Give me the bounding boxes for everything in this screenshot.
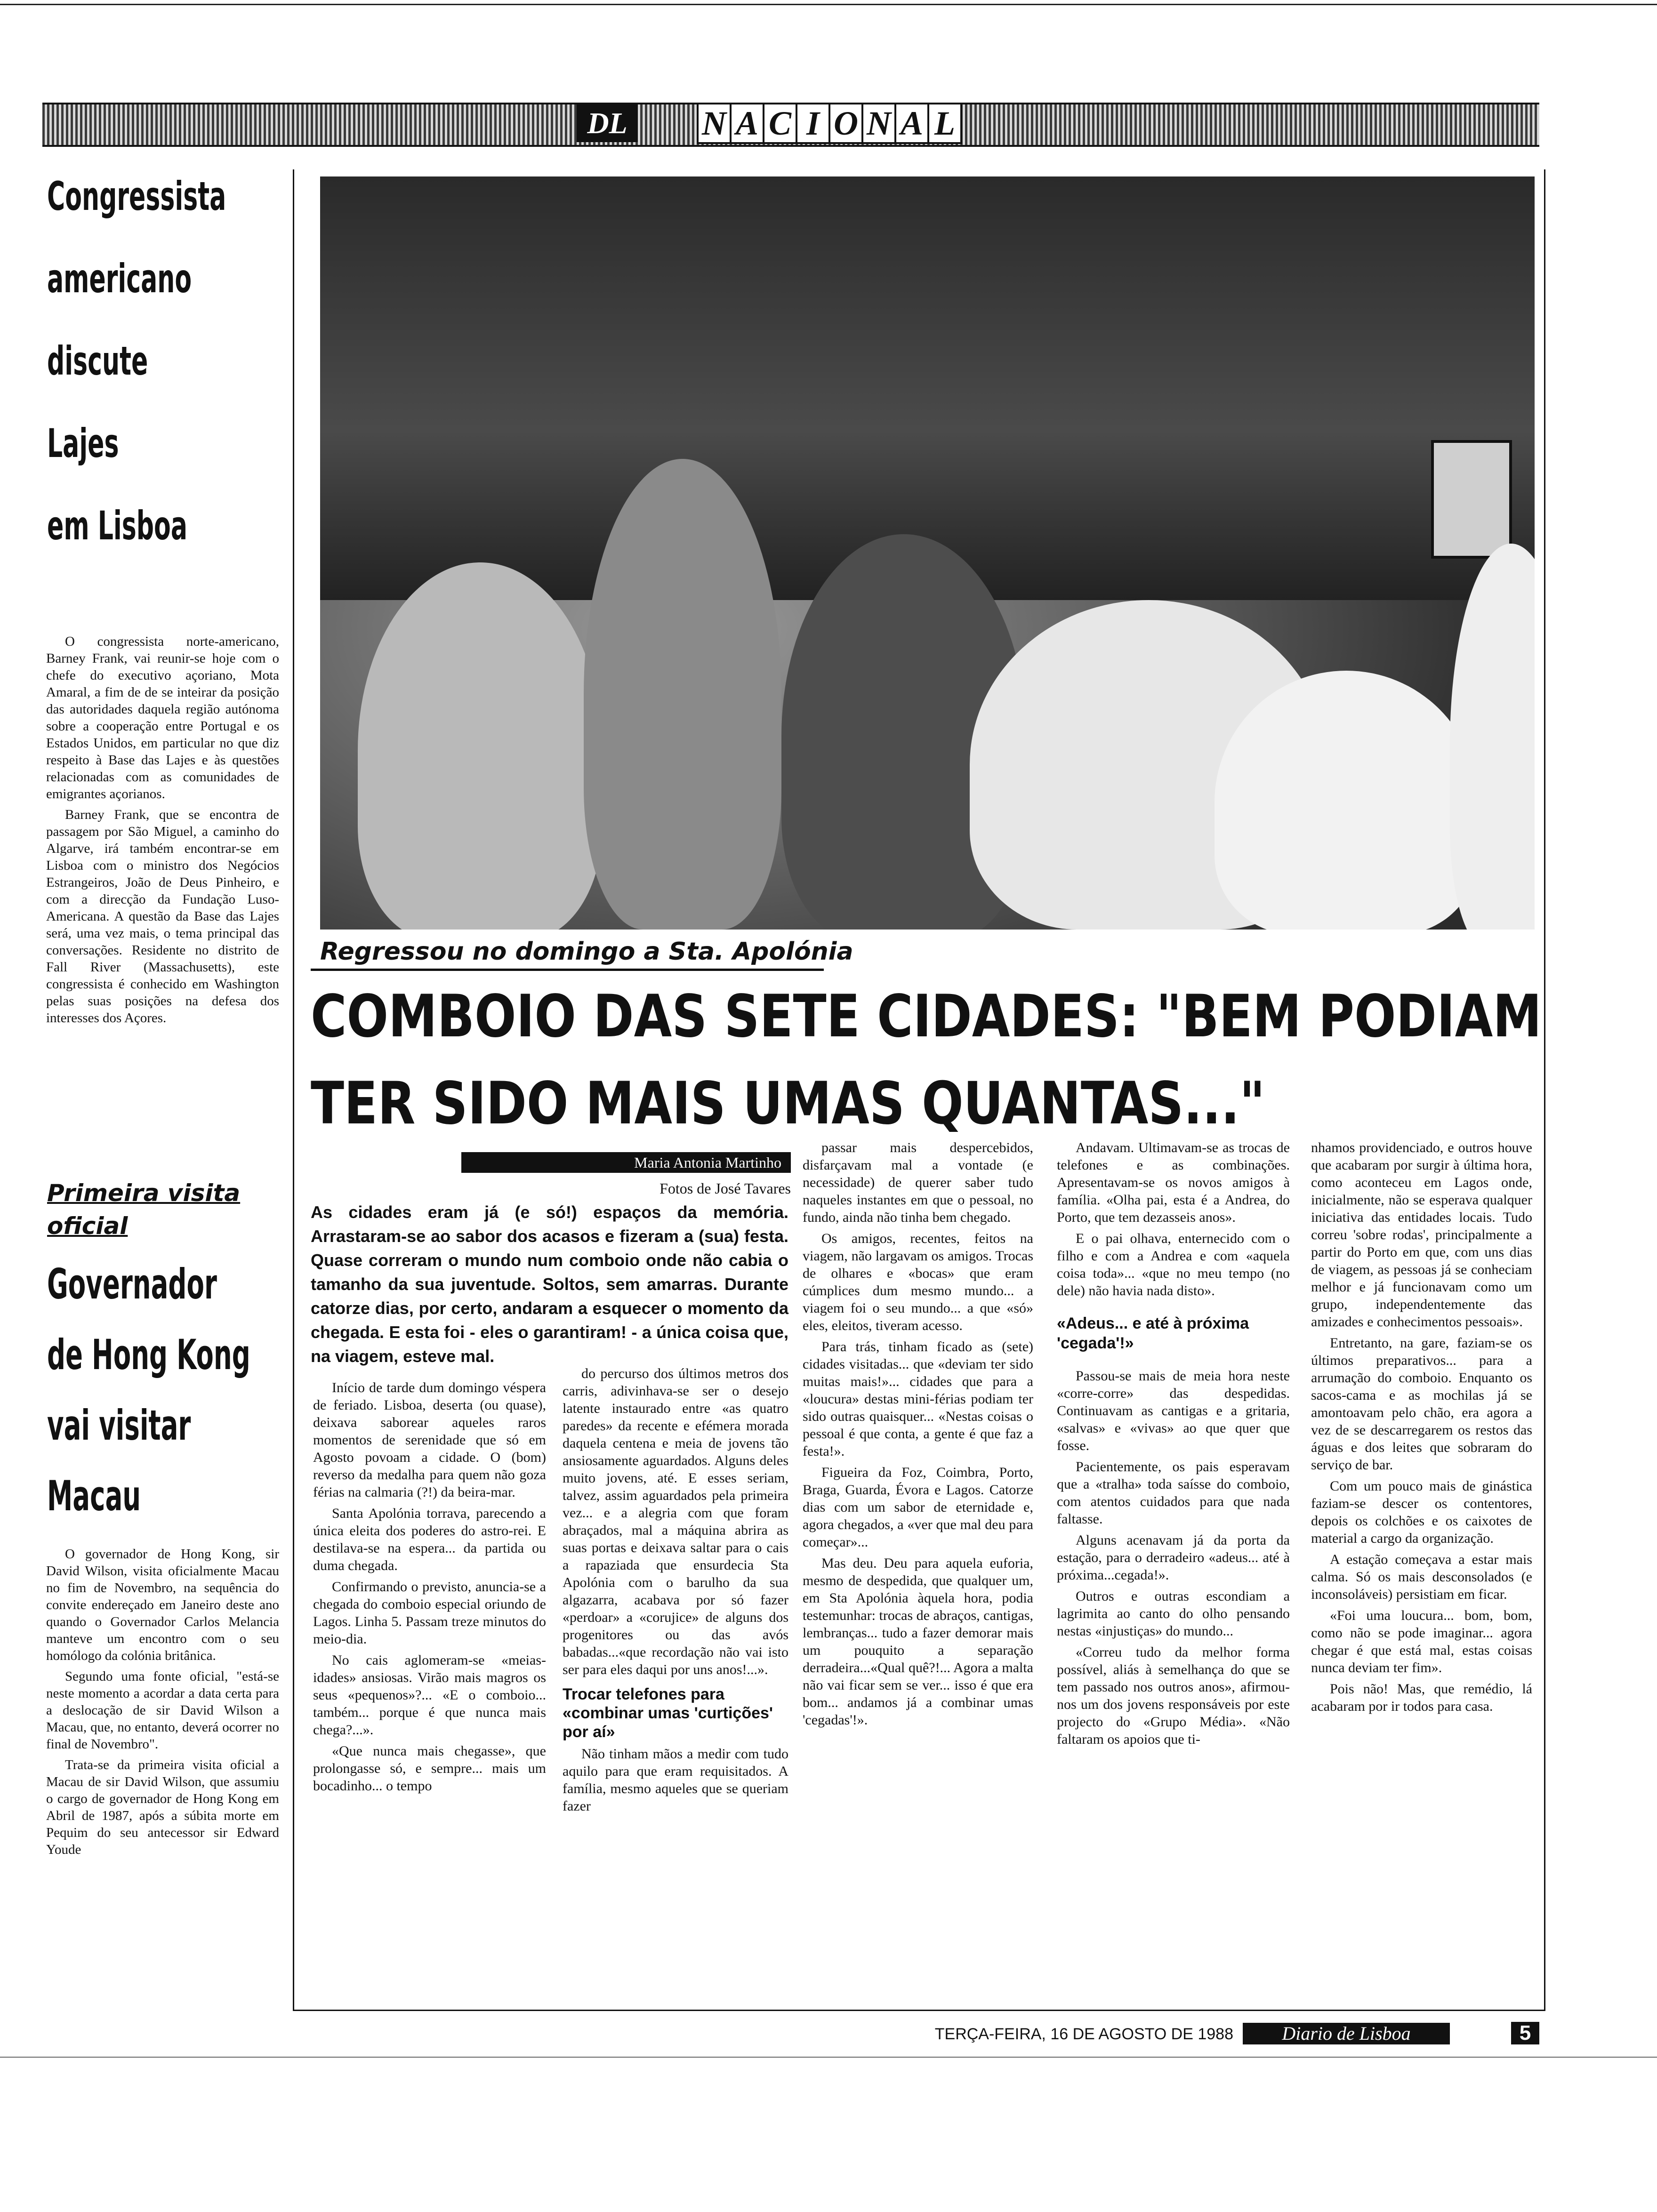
article-kicker bbox=[47, 1177, 292, 1242]
paragraph: Início de tarde dum domingo véspera de feriado. Lisboa, deserta (ou quase), deixava saborear aqueles raros momentos de serenidade que só em Agosto povoam a cidade. O (bom) reverso da medalha para quem não goza férias na calmaria (?!) da beira-mar. bbox=[313, 1380, 546, 1500]
article-headline bbox=[47, 1249, 292, 1531]
section-letter: N bbox=[699, 104, 732, 142]
article-headline bbox=[47, 155, 226, 567]
section-letter: I bbox=[797, 104, 830, 142]
paragraph: do percurso dos últimos metros dos carris, adivinhava-se ser o desejo latente instaurado entre «as quatro paredes» da recente e efémera morada daquela centena e meia de jovens tão ansiosamente aguardados. Alguns deles muito jovens, até. E esses seriam, talvez, assim aguardados pela primeira vez... e a alegria com que foram abraçados, mal a máquina abrira as suas portas e deixava saltar para o cais a rapaziada que ensurdecia Sta Apolónia com o barulho da sua algazarra, acabava por só fazer «perdoar» a «corujice» de alguns dos progenitores ou das avós babadas...«que recordação não vai isto ser para eles daqui por uns anos!...». bbox=[563, 1366, 788, 1677]
paragraph: E o pai olhava, enternecido com o filho e com a Andrea e com «aquela coisa toda»... «que no meu tempo (no dele) não havia nada disto». bbox=[1057, 1231, 1290, 1298]
kicker-rule bbox=[311, 969, 824, 971]
train-station-photo bbox=[320, 176, 1535, 930]
dl-logo: DL bbox=[577, 104, 638, 142]
section-letter: O bbox=[830, 104, 863, 142]
headline-line: americano bbox=[47, 256, 192, 302]
headline-line: Lajes bbox=[47, 420, 119, 466]
article-column-4 bbox=[1057, 1139, 1290, 1752]
paragraph: Barney Frank, que se encontra de passagem por São Miguel, a caminho do Algarve, irá também encontrar-se em Lisboa com o ministro dos Negócios Estrangeiros, João de Deus Pinheiro, e com a direcção da Fundação Luso-Americana. A questão da Base das Lajes será, uma vez mais, o tema principal das conversações. Residente no distrito de Fall River (Massachusetts), este congressista é conhecido em Washington pelas suas posições na defesa dos interesses dos Açores. bbox=[46, 807, 279, 1026]
headline-line: discute bbox=[47, 338, 148, 384]
byline-bar: Maria Antonia Martinho bbox=[461, 1152, 791, 1173]
paragraph: Com um pouco mais de ginástica faziam-se descer os contentores, depois os colchões e os caixotes de material a cargo da organização. bbox=[1311, 1478, 1532, 1546]
paragraph: Confirmando o previsto, anuncia-se a chegada do comboio especial oriundo de Lagos. Linha 5. Passam treze minutos do meio-dia. bbox=[313, 1579, 546, 1647]
section-letter: C bbox=[764, 104, 797, 142]
section-letter: A bbox=[732, 104, 764, 142]
headline-line: de Hong Kong bbox=[47, 1330, 250, 1379]
article-body bbox=[46, 1546, 279, 1858]
paragraph: nhamos providenciado, e outros houve que acabaram por surgir à última hora, como aconteceu em Lagos onde, inicialmente, não se esperava qualquer iniciativa das entidades locais. Tudo correu 'sobre rodas', principalmente a partir do Porto em que, com uns dias de viagem, as pessoas já se conheciam melhor e já funcionavam como um grupo, independentemente das amizades e conhecimentos pessoais». bbox=[1311, 1140, 1532, 1330]
paragraph: Os amigos, recentes, feitos na viagem, não largavam os amigos. Trocas de olhares e «bocas» que eram cúmplices dum mesmo mundo... a viagem foi o seu mundo... a que «só» eles, eleitos, tiveram acesso. bbox=[803, 1231, 1033, 1333]
paragraph: Santa Apolónia torrava, parecendo a única eleita dos poderes do astro-rei. E destilava-se na espera... da partida ou duma chegada. bbox=[313, 1506, 546, 1573]
paragraph: Entretanto, na gare, faziam-se os últimos preparativos... para a arrumação do comboio. Enquanto os sacos-cama e as mochilas já se amontoavam pelo chão, era agora a vez de se descarregarem os restos das águas e dos leites que sobraram do serviço de bar. bbox=[1311, 1335, 1532, 1473]
paragraph: O governador de Hong Kong, sir David Wilson, visita oficialmente Macau no fim de Novembro, na sequência do convite endereçado em Janeiro deste ano quando o Governador Carlos Melancia manteve um encontro com o seu homólogo da colónia britânica. bbox=[46, 1547, 279, 1663]
paragraph: O congressista norte-americano, Barney Frank, vai reunir-se hoje com o chefe do executivo açoriano, Mota Amaral, a fim de de se inteirar da posição das autoridades daquela região autónoma sobre a cooperação entre Portugal e os Estados Unidos, em particular no que diz respeito à Base das Lajes e às questões relacionadas com as comunidades de emigrantes açorianos. bbox=[46, 634, 279, 801]
crowd-figure bbox=[358, 562, 603, 930]
paragraph: Outros e outras escondiam a lagrimita ao canto do olho pensando nestas «injustiças» do mundo... bbox=[1057, 1588, 1290, 1639]
footer-paper-name: Diario de Lisboa bbox=[1243, 2023, 1450, 2044]
crowd-figure bbox=[584, 459, 781, 930]
paragraph: Pacientemente, os pais esperavam que a «tralha» toda saísse do comboio, com atentos cuidados para que nada faltasse. bbox=[1057, 1459, 1290, 1527]
paragraph: «Que nunca mais chegasse», que prolongasse só, e sempre... mais um bocadinho... o tempo bbox=[313, 1743, 546, 1794]
paragraph: passar mais despercebidos, disfarçavam mal a vontade (e necessidade) de querer saber tudo naqueles instantes em que o pessoal, no fundo, ainda não tinha bem chegado. bbox=[803, 1140, 1033, 1225]
section-letter: L bbox=[934, 104, 955, 142]
crowd-figure bbox=[1450, 544, 1535, 930]
top-rule bbox=[0, 4, 1657, 5]
paragraph: Andavam. Ultimavam-se as trocas de telefones e as combinações. Apresentavam-se os novos amigos à família. «Olha pai, esta é a Andrea, do Porto, que tem dezasseis anos». bbox=[1057, 1140, 1290, 1225]
section-letter: N bbox=[863, 104, 896, 142]
article-column-5 bbox=[1311, 1139, 1532, 1719]
paragraph: «Foi uma loucura... bom, bom, como não se pode imaginar... agora chegar é que está mal, estas coisas nunca deviam ter fim». bbox=[1311, 1608, 1532, 1675]
photo-kicker: Regressou no domingo a Sta. Apolónia bbox=[320, 938, 853, 966]
paragraph: Figueira da Foz, Coimbra, Porto, Braga, Guarda, Évora e Lagos. Catorze dias com um sabor de eternidade e, agora chegados, a «ver que mal deu para começar»... bbox=[803, 1465, 1033, 1550]
article-body bbox=[46, 633, 279, 1026]
paragraph: No cais aglomeram-se «meias-idades» ansiosas. Virão mais magros os seus «pequenos»?... «E o comboio... também... porque é que nunca mais chega?...». bbox=[313, 1652, 546, 1738]
section-title-nacional bbox=[697, 103, 962, 144]
kicker-line: Primeira visita bbox=[47, 1179, 241, 1207]
kicker-line: oficial bbox=[47, 1212, 128, 1240]
window-sign-shape bbox=[1431, 440, 1512, 559]
paragraph: Para trás, tinham ficado as (sete) cidades visitadas... que «deviam ter sido muitas mais!»... cidades que para a «loucura» destas mini-férias podiam ter sido outras quaisquer... «Nestas coisas o pessoal é que conta, a gente é que faz a festa!». bbox=[803, 1339, 1033, 1459]
paragraph: Passou-se mais de meia hora neste «corre-corre» das despedidas. Continuavam as cantigas e a gritaria, «salvas» e «vivas» ao que quer que fosse. bbox=[1057, 1368, 1290, 1453]
paragraph: Pois não! Mas, que remédio, lá acabaram por ir todos para casa. bbox=[1311, 1681, 1532, 1714]
paragraph: Não tinham mãos a medir com tudo aquilo para que eram requisitados. A família, mesmo aqueles que se queriam fazer bbox=[563, 1746, 788, 1814]
footer-page-number: 5 bbox=[1511, 2022, 1539, 2044]
column-subhead: Trocar telefones para «combinar umas 'curtições' por aí» bbox=[563, 1685, 773, 1741]
main-headline-line1: COMBOIO DAS SETE CIDADES: "BEM PODIAM bbox=[311, 983, 1542, 1050]
train-car-shape bbox=[320, 176, 1535, 600]
article-column-2 bbox=[563, 1365, 788, 1819]
paragraph: Mas deu. Deu para aquela euforia, mesmo de despedida, que qualquer um, em Sta Apolónia àquela hora, podia testemunhar: trocas de abraços, cantigas, lembranças... tudo a fazer demorar mais um pouquito a separação derradeira...«Qual quê?!... Agora a malta não vai ficar sem se ver... isso é que era bom... andamos já a combinar umas 'cegadas'!». bbox=[803, 1555, 1033, 1728]
headline-line: vai visitar bbox=[47, 1401, 191, 1450]
paragraph: Segundo uma fonte oficial, "está-se neste momento a acordar a data certa para a deslocação de sir David Wilson a Macau, que, no entanto, deverá ocorrer no final de Novembro". bbox=[46, 1669, 279, 1752]
lead-paragraph: As cidades eram já (e só!) espaços da memória. Arrastaram-se ao sabor dos acasos e fizeram a (sua) festa. Quase correram o mundo num comboio onde não cabia o tamanho da sua juventude. Soltos, sem amarras. Durante catorze dias, por certo, andaram a esquecer o momento da chegada. E esta foi - eles o garantiram! - a única coisa que, na viagem, esteve mal. bbox=[311, 1202, 788, 1366]
column-subhead: «Adeus... e até à próxima 'cegada'!» bbox=[1057, 1314, 1249, 1352]
sidebar-article-lajes bbox=[42, 155, 292, 1030]
headline-line: Governador bbox=[47, 1260, 217, 1308]
article-column-3 bbox=[803, 1139, 1033, 1732]
article-column-1 bbox=[313, 1379, 546, 1798]
headline-line: Macau bbox=[47, 1472, 141, 1520]
main-headline-line2: TER SIDO MAIS UMAS QUANTAS..." bbox=[311, 1070, 1265, 1138]
headline-line: Congressista bbox=[47, 173, 226, 219]
paragraph: Alguns acenavam já da porta da estação, para o derradeiro «adeus... até à próxima...cegada!». bbox=[1057, 1532, 1290, 1583]
photo-credit: Fotos de José Tavares bbox=[660, 1180, 791, 1197]
crowd-figure bbox=[1215, 671, 1478, 930]
paragraph: A estação começava a estar mais calma. Só os mais desconsolados (e inconsoláveis) persistiam em ficar. bbox=[1311, 1552, 1532, 1602]
headline-line: em Lisboa bbox=[47, 503, 187, 549]
sidebar-article-hong-kong bbox=[42, 1177, 292, 1862]
footer-date: TERÇA-FEIRA, 16 DE AGOSTO DE 1988 bbox=[934, 2025, 1233, 2043]
section-letter: A bbox=[896, 104, 929, 142]
paragraph: Trata-se da primeira visita oficial a Macau de sir David Wilson, que assumiu o cargo de governador de Hong Kong em Abril de 1987, após a súbita morte em Pequim do seu antecessor sir Edward Youde bbox=[46, 1757, 279, 1857]
footer-rule bbox=[0, 2057, 1657, 2058]
paragraph: «Correu tudo da melhor forma possível, aliás à semelhança do que se tem passado nos outros anos», afirmou-nos um dos jovens responsáveis por este projecto do «Grupo Média». «Não faltaram os apoios que ti- bbox=[1057, 1644, 1290, 1747]
